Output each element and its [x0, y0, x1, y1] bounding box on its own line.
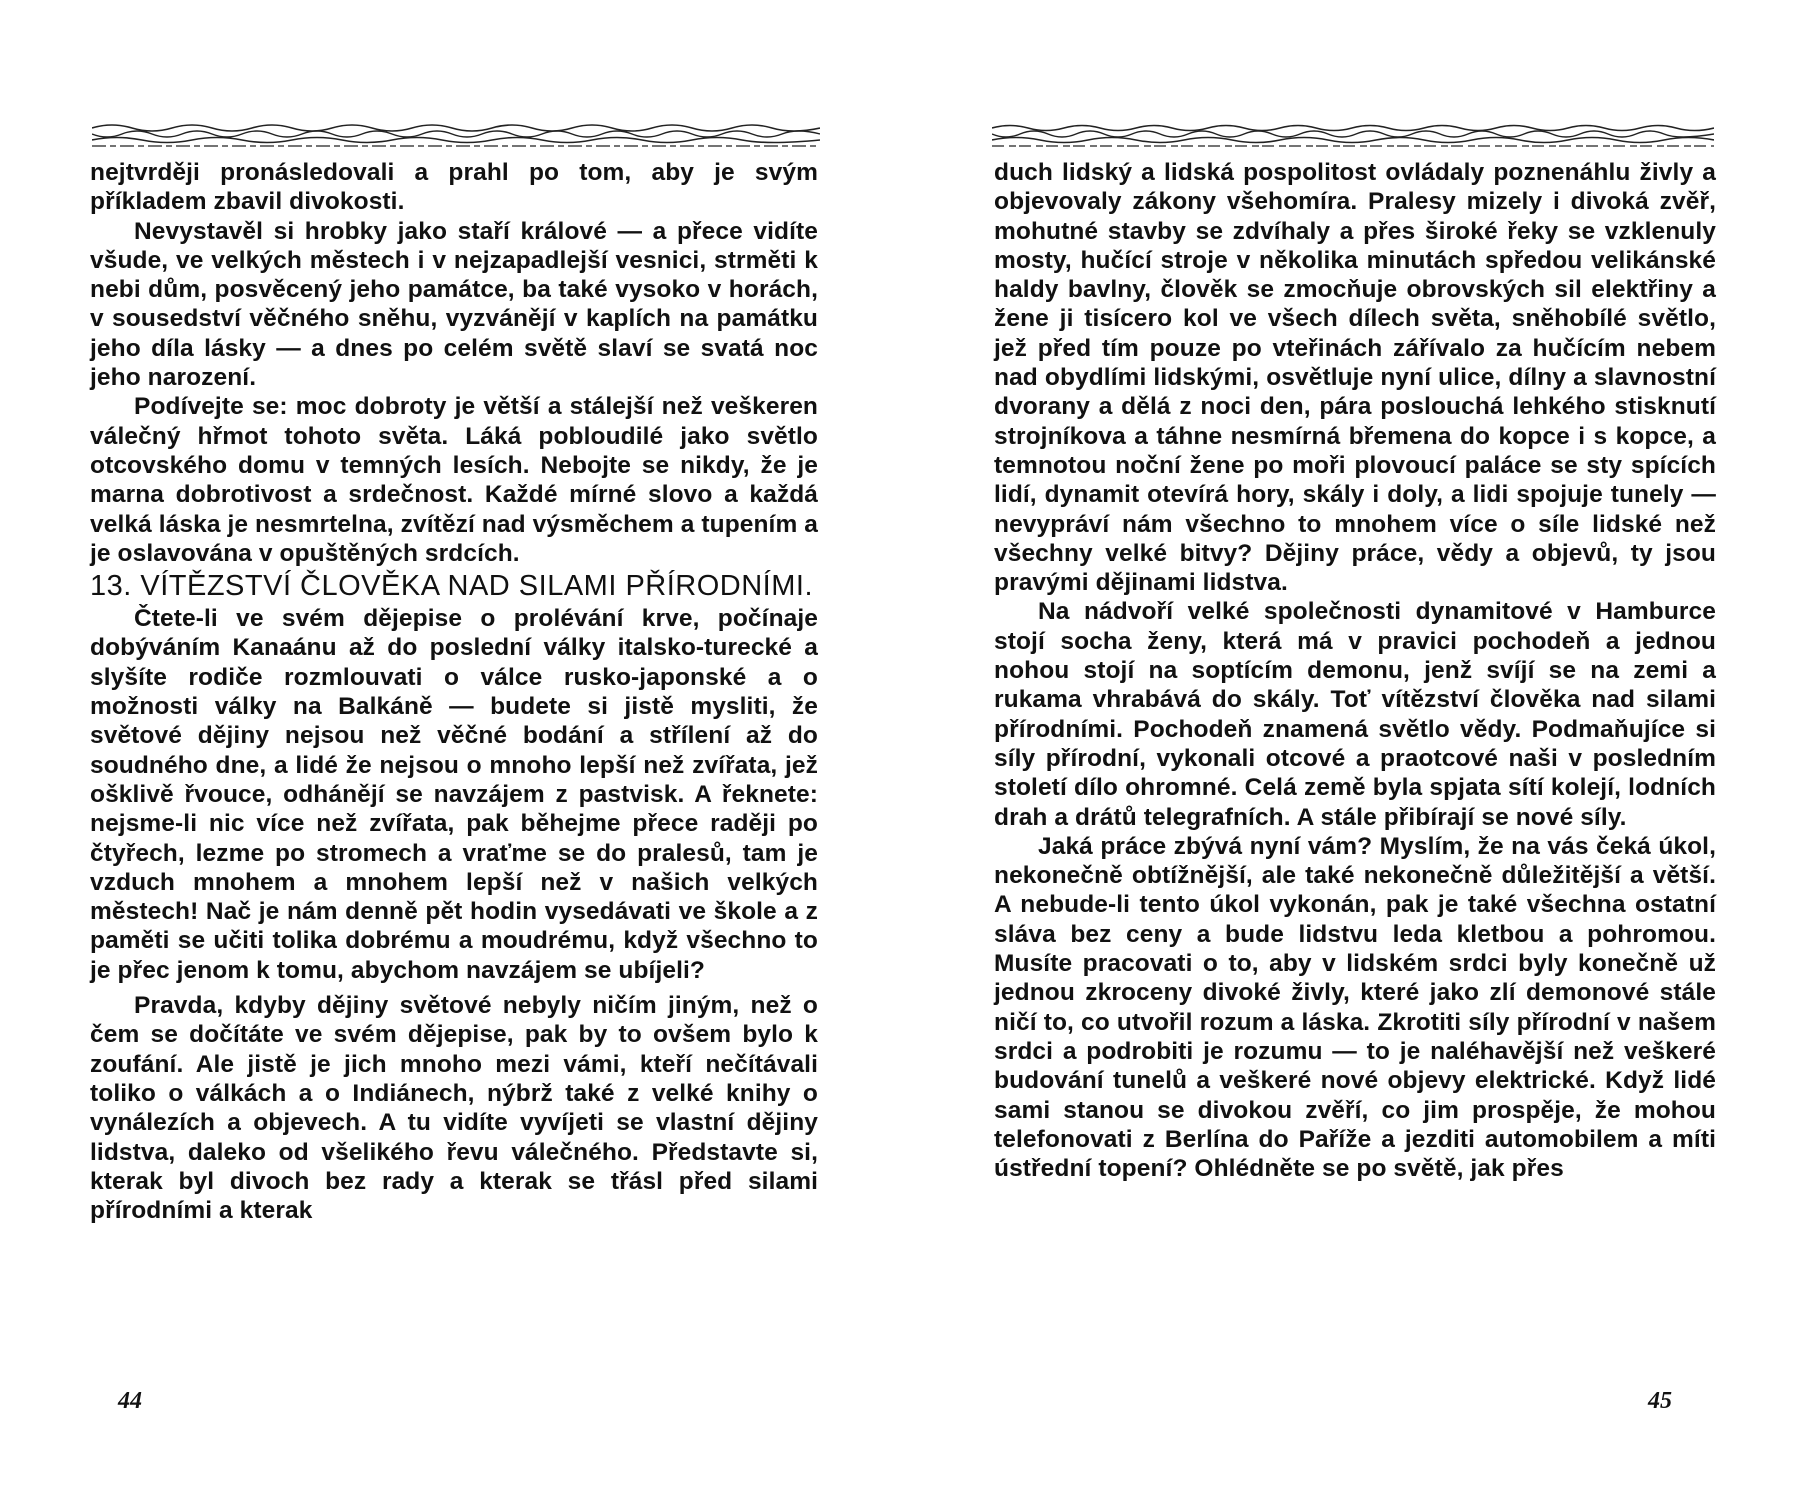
right-page-text: [994, 158, 1716, 1183]
decorative-header-rule: [992, 120, 1714, 148]
paragraph: Pravda, kdyby dějiny světové nebyly ničím jiným, než o čem se dočítáte ve svém dějepise, pak by to ovšem bylo k zoufání. Ale jistě je jich mnoho mezi vámi, kteří nečítávali toliko o válkách a o Indiánech, nýbrž také z velké knihy o vynálezích a objevech. A tu vidíte vyvíjeti se vlastní dějiny lidstva, daleko od všelikého řevu válečného. Představte si, kterak byl divoch bez rady a kterak se třásl před silami přírodními a kterak: [90, 992, 818, 1225]
decorative-header-rule: [92, 120, 820, 148]
paragraph: Jaká práce zbývá nyní vám? Myslím, že na vás čeká úkol, nekonečně obtížnější, ale také nekonečně důležitější a větší. A nebude-li tento úkol vykonán, pak je také všechna ostatní sláva bez ceny a bude lidstvu leda kletbou a pohromou. Musíte pracovati o to, aby v lidském srdci byly konečně už jednou zkroceny divoké živly, které jako zlí demonové stále ničí to, co utvořil rozum a láska. Zkrotiti síly přírodní v našem srdci a podrobiti je rozumu — to je naléhavější než veškeré budování tunelů a veškeré nové objevy elektrické. Když lidé sami stanou se divokou zvěří, co jim prospěje, že mohou telefonovati z Berlína do Paříže a jezditi automobilem a míti ústřední topení? Ohlédněte se po světě, jak přes: [994, 832, 1716, 1183]
paragraph: Na nádvoří velké společnosti dynamitové v Hamburce stojí socha ženy, která má v pravici pochodeň a jednou nohou stojí na soptícím demonu, jenž svíjí se na zemi a rukama vhrabává do skály. Toť vítězství člověka nad silami přírodními. Pochodeň znamená světlo vědy. Podmaňujíce si síly přírodní, vykonali otcové a praotcové naši v posledním století dílo ohromné. Celá země byla spjata sítí kolejí, lodních drah a drátů telegrafních. A stále přibírají se nové síly.: [994, 598, 1716, 831]
paragraph: duch lidský a lidská pospolitost ovládaly poznenáhlu živly a objevovaly zákony všehomíra. Pralesy mizely i divoká zvěř, mohutné stavby se zdvíhaly a přes široké řeky se vzklenuly mosty, hučící stroje v několika minutách spředou velikánské haldy bavlny, člověk se zmocňuje obrovských sil elektřiny a žene ji tisícero kol ve všech dílech světa, sněhobílé světlo, jež před tím pouze po vteřinách zářívalo za hučícím nebem nad obydlími lidskými, osvětluje nyní ulice, dílny a slavnostní dvorany a dělá z noci den, pára poslouchá lehkého stisknutí strojníkova a táhne nesmírná břemena do kopce i s kopce, a temnotou noční žene po moři plovoucí paláce se sty spících lidí, dynamit otevírá hory, skály i doly, a lidi spojuje tunely — nevypráví nám všechno to mnohem více o síle lidské než všechny velké bitvy? Dějiny práce, vědy a objevů, ty jsou pravými dějinami lidstva.: [994, 159, 1716, 597]
page-number: 44: [118, 1388, 142, 1414]
right-page: [900, 0, 1800, 1500]
paragraph: nejtvrději pronásledovali a prahl po tom, aby je svým příkladem zbavil divokosti.: [90, 159, 818, 216]
paragraph: Nevystavěl si hrobky jako staří králové — a přece vidíte všude, ve velkých městech i v nejzapadlejší vesnici, strměti k nebi dům, posvěcený jeho památce, ba také vysoko v horách, v sousedství věčného sněhu, vyzvánějí v kaplích na památku jeho díla lásky — a dnes po celém světě slaví se svatá noc jeho narození.: [90, 217, 818, 392]
page-number: 45: [1648, 1388, 1672, 1414]
paragraph: Podívejte se: moc dobroty je větší a stálejší než veškeren válečný hřmot tohoto světa. Láká pobloudilé jako světlo otcovského domu v temných lesích. Nebojte se nikdy, že je marna dobrotivost a srdečnost. Každé mírné slovo a každá velká láska je nesmrtelna, zvítězí nad výsměchem a tupením a je oslavována v opuštěných srdcích.: [90, 393, 818, 567]
left-page-text: [90, 158, 818, 1225]
paragraph: Čtete-li ve svém dějepise o prolévání krve, počínaje dobýváním Kanaánu až do poslední války italsko-turecké a slyšíte rodiče rozmlouvati o válce rusko-japonské a o možnosti války na Balkáně — budete si jistě mysliti, že světové dějiny nejsou než věčné bodání a střílení až do soudného dne, a lidé že nejsou o mnoho lepší než zvířata, jež ošklivě řvouce, odhánějí se navzájem z pastvisk. A řeknete: nejsme-li nic více než zvířata, pak běhejme přece raději po čtyřech, lezme po stromech a vraťme se do pralesů, tam je vzduch mnohem a mnohem lepší než v našich velkých městech! Nač je nám denně pět hodin vysedávati ve škole a z paměti se učiti tolika dobrému a moudrému, když všechno to je přec jenom k tomu, abychom navzájem se ubíjeli?: [90, 605, 818, 984]
chapter-heading: 13. VÍTĚZSTVÍ ČLOVĚKA NAD SILAMI PŘÍRODNÍMI.: [90, 570, 813, 603]
